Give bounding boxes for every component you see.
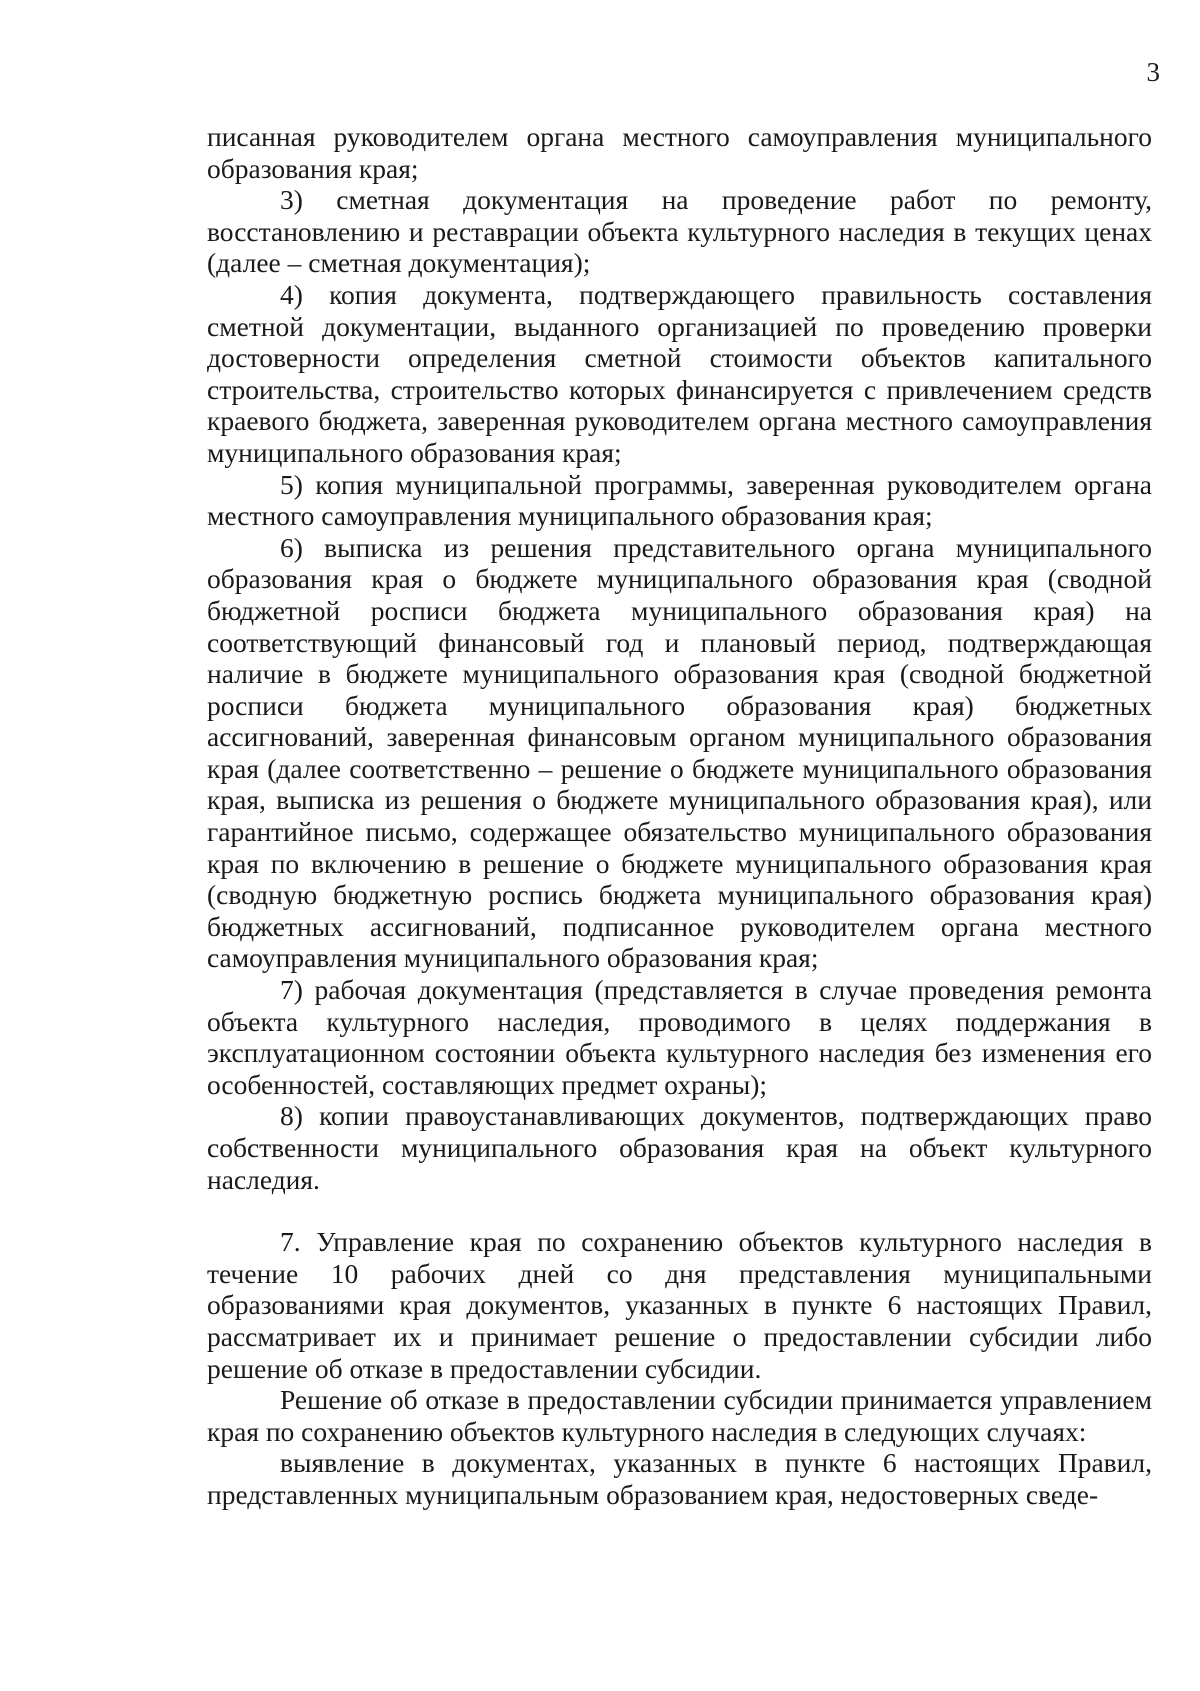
paragraph-item-7: 7) рабочая документация (представляется в случае проведения ремонта объекта культурного наследия, проводимого в целях поддержания в эксплуатационном состоянии объекта культурного наследия без изменения его особенностей, составляющих предмет охраны); <box>207 974 1152 1100</box>
paragraph-item-8: 8) копии правоустанавливающих документов, подтверждающих право собственности муниципального образования края на объект культурного наследия. <box>207 1100 1152 1195</box>
page-number: 3 <box>1146 57 1160 87</box>
paragraph-continuation: писанная руководителем органа местного самоуправления муниципального образования края; <box>207 121 1152 184</box>
document-body <box>207 121 1152 1511</box>
paragraph-item-6: 6) выписка из решения представительного органа муниципального образования края о бюджете муниципального образования края (сводной бюджетной росписи бюджета муниципального образования края) на соответствующий финансовый год и плановый период, подтверждающая наличие в бюджете муниципального образования края (сводной бюджетной росписи бюджета муниципального образования края) бюджетных ассигнований, заверенная финансовым органом муниципального образования края (далее соответственно – решение о бюджете муниципального образования края, выписка из решения о бюджете муниципального образования края), или гарантийное письмо, содержащее обязательство муниципального образования края по включению в решение о бюджете муниципального образования края (сводную бюджетную роспись бюджета муниципального образования края) бюджетных ассигнований, подписанное руководителем органа местного самоуправления муниципального образования края; <box>207 531 1152 974</box>
paragraph-refusal-cases: Решение об отказе в предоставлении субсидии принимается управлением края по сохранению объектов культурного наследия в следующих случаях: <box>207 1384 1152 1447</box>
paragraph-refusal-reason: выявление в документах, указанных в пункте 6 настоящих Правил, представленных муниципальным образованием края, недостоверных сведе- <box>207 1447 1152 1510</box>
paragraph-section-7: 7. Управление края по сохранению объектов культурного наследия в течение 10 рабочих дней со дня представления муниципальными образованиями края документов, указанных в пункте 6 настоящих Правил, рассматривает их и принимает решение о предоставлении субсидии либо решение об отказе в предоставлении субсидии. <box>207 1226 1152 1384</box>
paragraph-item-5: 5) копия муниципальной программы, заверенная руководителем органа местного самоуправления муниципального образования края; <box>207 468 1152 532</box>
paragraph-item-4: 4) копия документа, подтверждающего правильность составления сметной документации, выданного организацией по проведению проверки достоверности определения сметной стоимости объектов капитального строительства, строительство которых финансируется с привлечением средств краевого бюджета, заверенная руководителем органа местного самоуправления муниципального образования края; <box>207 278 1152 468</box>
paragraph-item-3: 3) сметная документация на проведение работ по ремонту, восстановлению и реставрации объекта культурного наследия в текущих ценах (далее – сметная документация); <box>207 184 1152 279</box>
